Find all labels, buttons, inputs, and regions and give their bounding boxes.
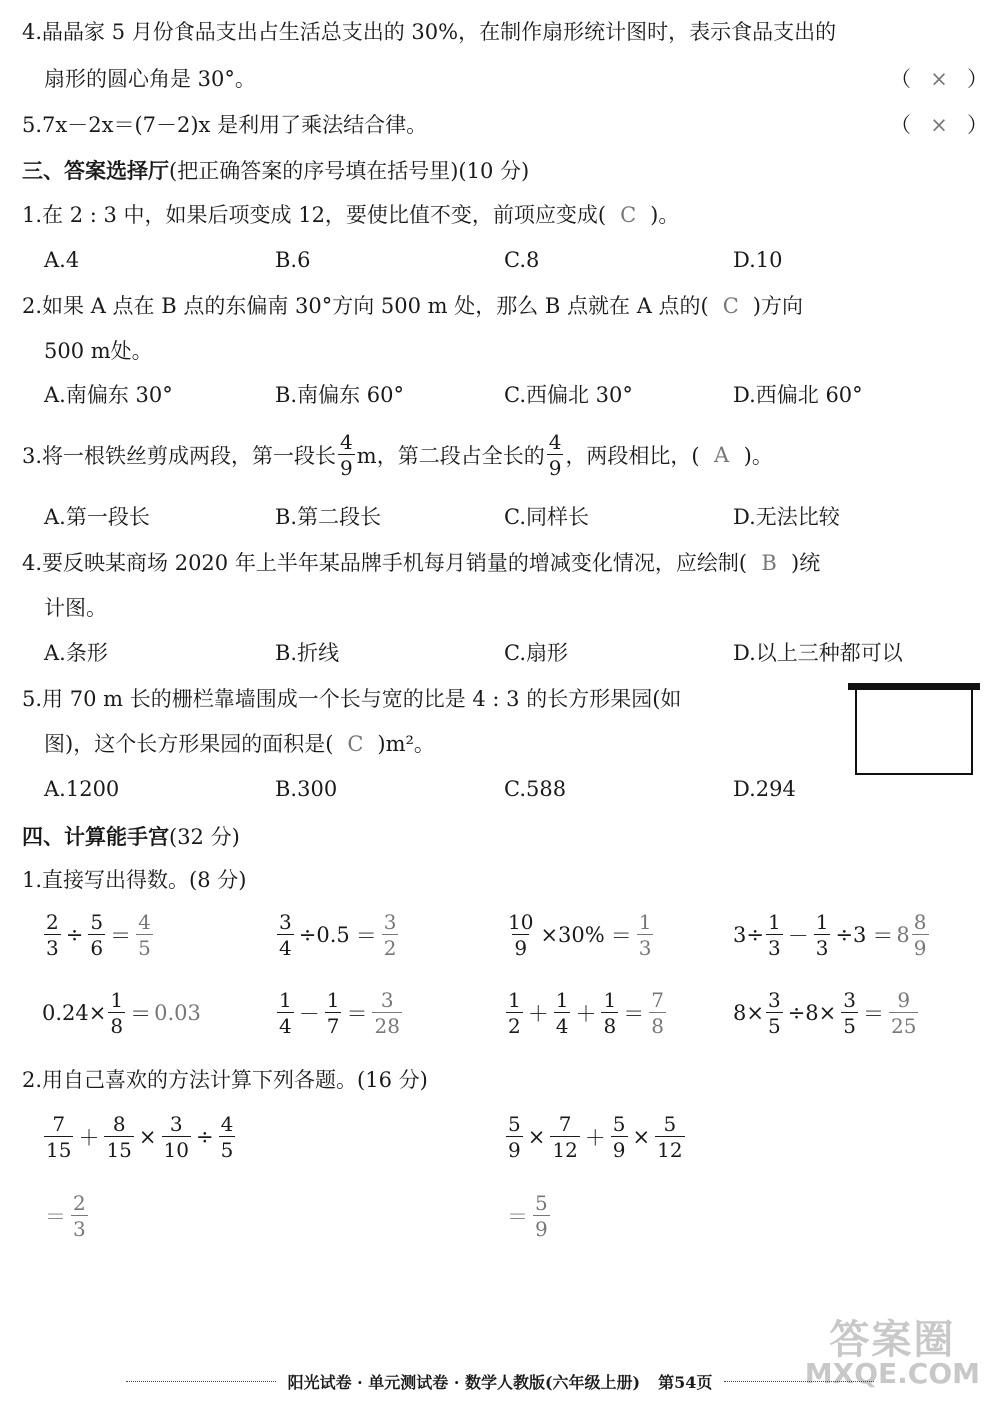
orchard-figure <box>848 680 983 780</box>
choice-q4-option-d: D.以上三种都可以 <box>733 641 903 665</box>
section3-heading: 三、答案选择厅(把正确答案的序号填在括号里)(10 分) <box>22 158 530 183</box>
page-footer <box>0 1370 1000 1393</box>
calc-r1-e1-answer: $\frac{4}{5}$ <box>138 910 151 960</box>
calc-r2-e4: 8× $\frac{3}{5}$ ÷8× $\frac{3}{5}$ ＝ $\frac{9}{25}$ <box>733 988 917 1038</box>
judge-q5-answer: （ × ） <box>890 113 988 137</box>
choice-q2-answer: C <box>722 294 739 318</box>
choice-q3-option-d: D.无法比较 <box>733 505 840 529</box>
choice-q5-option-b: B.300 <box>275 777 338 801</box>
footer-divider-left <box>126 1381 276 1382</box>
choice-q3-option-b: B.第二段长 <box>275 505 382 529</box>
footer-divider-right <box>724 1381 874 1382</box>
choice-q4-option-c: C.扇形 <box>504 641 568 665</box>
calc-r2-e4-answer: $\frac{9}{25}$ <box>891 988 917 1038</box>
calc-r2-e3: $\frac{1}{2}$ ＋ $\frac{1}{4}$ ＋ $\frac{1}{8}$ ＝ $\frac{7}{8}$ <box>508 988 664 1038</box>
choice-q5-line2: 图)，这个长方形果园的面积是( C )m²。 <box>44 732 435 756</box>
choice-q1-option-b: B.6 <box>275 248 311 272</box>
choice-q2-option-c: C.西偏北 30° <box>504 383 633 407</box>
choice-q5-option-d: D.294 <box>733 777 796 801</box>
choice-q4: 4.要反映某商场 2020 年上半年某品牌手机每月销量的增减变化情况，应绘制( B )统 <box>22 551 821 575</box>
choice-q4-option-b: B.折线 <box>275 641 340 665</box>
calc-r2-e3-answer: $\frac{7}{8}$ <box>651 988 664 1038</box>
calc-r1-e3: $\frac{10}{9}$ ×30% ＝ $\frac{1}{3}$ <box>508 910 652 960</box>
calc-r1-e4-answer-int: 8 <box>896 923 910 947</box>
judge-q4-line1: 4.晶晶家 5 月份食品支出占生活总支出的 30%，在制作扇形统计图时，表示食品支出的 <box>22 20 837 44</box>
choice-q5-line1: 5.用 70 m 长的栅栏靠墙围成一个长与宽的比是 4 : 3 的长方形果园(如 <box>22 687 682 711</box>
choice-q3-option-c: C.同样长 <box>504 505 589 529</box>
choice-q1-option-d: D.10 <box>733 248 783 272</box>
choice-q2: 2.如果 A 点在 B 点的东偏南 30°方向 500 m 处，那么 B 点就在 A 点的( C )方向 <box>22 294 803 318</box>
calc-r1-e2: $\frac{3}{4}$ ÷0.5 ＝ $\frac{3}{2}$ <box>279 910 397 960</box>
choice-q2-option-b: B.南偏东 60° <box>275 383 405 407</box>
compute-2-answer: ＝ $\frac{5}{9}$ <box>507 1191 548 1241</box>
choice-q5-answer: C <box>347 732 364 756</box>
choice-q1-option-c: C.8 <box>504 248 540 272</box>
calc-r1-e1: $\frac{2}{3}$ ÷ $\frac{5}{6}$ ＝ $\frac{4}{5}$ <box>46 910 151 960</box>
calc-r1-e3-answer: $\frac{1}{3}$ <box>638 910 652 960</box>
wall <box>848 683 980 690</box>
calc-r1-e4-answer-frac: $\frac{8}{9}$ <box>913 910 927 960</box>
choice-q4-option-a: A.条形 <box>44 641 108 665</box>
choice-q4-line2: 计图。 <box>44 596 107 620</box>
calc-r2-e2: $\frac{1}{4}$ － $\frac{1}{7}$ ＝ $\frac{3}{28}$ <box>279 988 400 1038</box>
fence <box>856 690 972 774</box>
compute-2: $\frac{5}{9}$ × $\frac{7}{12}$ ＋ $\frac{5}{9}$ × $\frac{5}{12}$ <box>508 1112 683 1162</box>
choice-q3-option-a: A.第一段长 <box>44 505 150 529</box>
choice-q5-option-c: C.588 <box>504 777 567 801</box>
judge-q4-line2: 扇形的圆心角是 30°。 <box>44 67 256 91</box>
section4-sub1: 1.直接写出得数。(8 分) <box>22 868 247 892</box>
section4-heading: 四、计算能手宫(32 分) <box>22 824 240 849</box>
calc-r2-e1-answer: 0.03 <box>154 1001 201 1025</box>
section4-sub2: 2.用自己喜欢的方法计算下列各题。(16 分) <box>22 1068 428 1092</box>
choice-q1-option-a: A.4 <box>44 248 80 272</box>
page-number: 第54页 <box>658 1373 713 1392</box>
choice-q4-answer: B <box>761 551 777 575</box>
calc-r1-e2-answer: $\frac{3}{2}$ <box>383 910 397 960</box>
choice-q2-option-d: D.西偏北 60° <box>733 383 863 407</box>
compute-1-answer: ＝ $\frac{2}{3}$ <box>45 1191 86 1241</box>
watermark-logo: 答案圈 MXQE.COM <box>804 1317 980 1390</box>
choice-q5-option-a: A.1200 <box>44 777 120 801</box>
compute-1: $\frac{7}{15}$ ＋ $\frac{8}{15}$ × $\frac{3}{10}$ ÷ $\frac{4}{5}$ <box>46 1112 234 1162</box>
footer-text: 阳光试卷 · 单元测试卷 · 数学人教版(六年级上册) <box>287 1373 641 1392</box>
choice-q2-line2: 500 m处。 <box>44 339 153 363</box>
choice-q2-option-a: A.南偏东 30° <box>44 383 173 407</box>
fraction: $\frac{4}{9}$ <box>548 430 562 480</box>
choice-q1: 1.在 2 : 3 中，如果后项变成 12，要使比值不变，前项应变成( C )。 <box>22 203 680 227</box>
choice-q1-answer: C <box>620 203 637 227</box>
calc-r2-e1: 0.24× $\frac{1}{8}$ ＝ 0.03 <box>42 988 201 1038</box>
choice-q3-answer: A <box>714 443 730 467</box>
calc-r2-e2-answer: $\frac{3}{28}$ <box>374 988 400 1038</box>
choice-q3: 3.将一根铁丝剪成两段，第一段长 $\frac{4}{9}$ m，第二段占全长的 $\frac{4}{9}$ ，两段相比，( A )。 <box>22 430 773 480</box>
judge-q5: 5.7x－2x＝(7－2)x 是利用了乘法结合律。 <box>22 113 428 137</box>
fraction: $\frac{4}{9}$ <box>340 430 353 480</box>
judge-q4-answer: （ × ） <box>890 67 988 91</box>
calc-r1-e4: 3÷ $\frac{1}{3}$ － $\frac{1}{3}$ ÷3 ＝ 8 $\frac{8}{9}$ <box>733 910 927 960</box>
